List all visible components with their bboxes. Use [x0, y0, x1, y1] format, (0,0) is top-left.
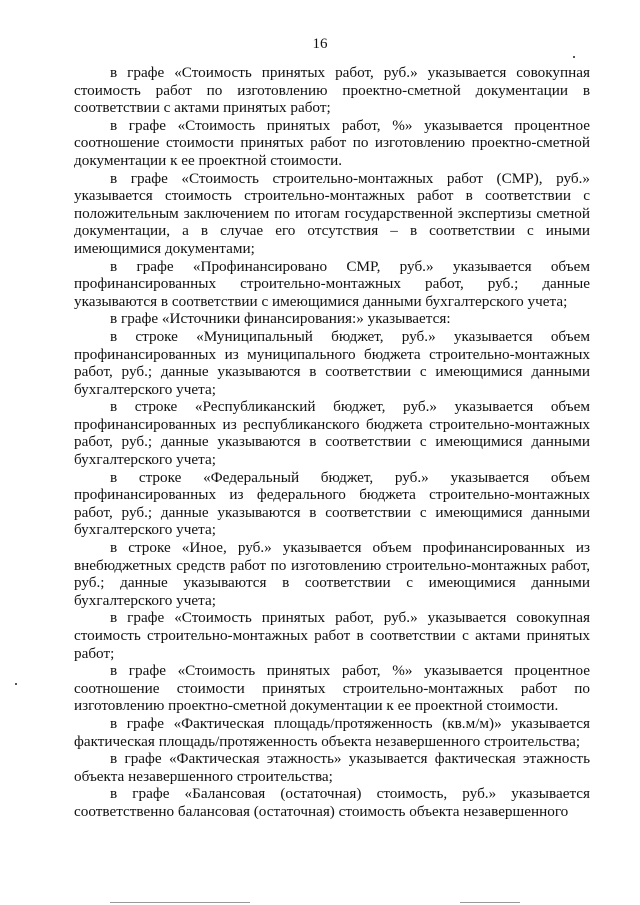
paragraph: в графе «Стоимость принятых работ, %» указывается процентное соотношение стоимости принятых строительно-монтажных работ по изготовлению проектно-сметной документации к ее проектной стоимости.: [74, 662, 590, 715]
scan-edge-line: [110, 902, 250, 903]
paragraph: в строке «Республиканский бюджет, руб.» указывается объем профинансированных из республиканского бюджета строительно-монтажных работ, руб.; данные указываются в соответствии с имеющимися данными бухгалтерского учета;: [74, 398, 590, 469]
paragraph: в графе «Стоимость принятых работ, %» указывается процентное соотношение стоимости принятых работ по изготовлению проектно-сметной документации к ее проектной стоимости.: [74, 116, 590, 169]
paragraph: в графе «Источники финансирования:» указывается:: [110, 310, 451, 328]
scan-mark: [15, 683, 17, 685]
paragraph: в графе «Балансовая (остаточная) стоимость, руб.» указывается соответственно балансовая (остаточная) стоимость объекта незавершенного: [74, 785, 590, 820]
scan-edge-line: [460, 902, 520, 903]
paragraph: в графе «Стоимость принятых работ, руб.» указывается совокупная стоимость работ по изготовлению проектно-сметной документации в соответствии с актами принятых работ;: [74, 64, 590, 117]
paragraph: в строке «Иное, руб.» указывается объем профинансированных из внебюджетных средств работ по изготовлению строительно-монтажных работ, руб.; данные указываются в соответствии с имеющимися данными бухгалтерского учета;: [74, 539, 590, 609]
document-body: [74, 64, 590, 821]
paragraph: в графе «Стоимость принятых работ, руб.» указывается совокупная стоимость строительно-монтажных работ в соответствии с актами принятых работ;: [74, 609, 590, 662]
page-number: 16: [312, 36, 328, 52]
paragraph: в строке «Муниципальный бюджет, руб.» указывается объем профинансированных из муниципального бюджета строительно-монтажных работ, руб.; данные указываются в соответствии с имеющимися данными бухгалтерского учета;: [74, 327, 590, 398]
scan-mark: [573, 56, 575, 58]
paragraph: в графе «Профинансировано СМР, руб.» указывается объем профинансированных строительно-монтажных работ, руб.; данные указываются в соответствии с имеющимися данными бухгалтерского учета;: [74, 257, 590, 310]
paragraph: в графе «Фактическая площадь/протяженность (кв.м/м)» указывается фактическая площадь/протяженность объекта незавершенного строительства;: [74, 714, 590, 750]
paragraph: в графе «Фактическая этажность» указывается фактическая этажность объекта незавершенного строительства;: [74, 750, 590, 785]
paragraph: в строке «Федеральный бюджет, руб.» указывается объем профинансированных из федерального бюджета строительно-монтажных работ, руб.; данные указываются в соответствии с имеющимися данными бухгалтерского учета;: [74, 468, 590, 539]
paragraph: в графе «Стоимость строительно-монтажных работ (СМР), руб.» указывается стоимость строительно-монтажных работ в соответствии с положительным заключением по итогам государственной экспертизы сметной документации, а в случае его отсутствия – в соответствии с иными имеющимися документами;: [74, 169, 590, 257]
